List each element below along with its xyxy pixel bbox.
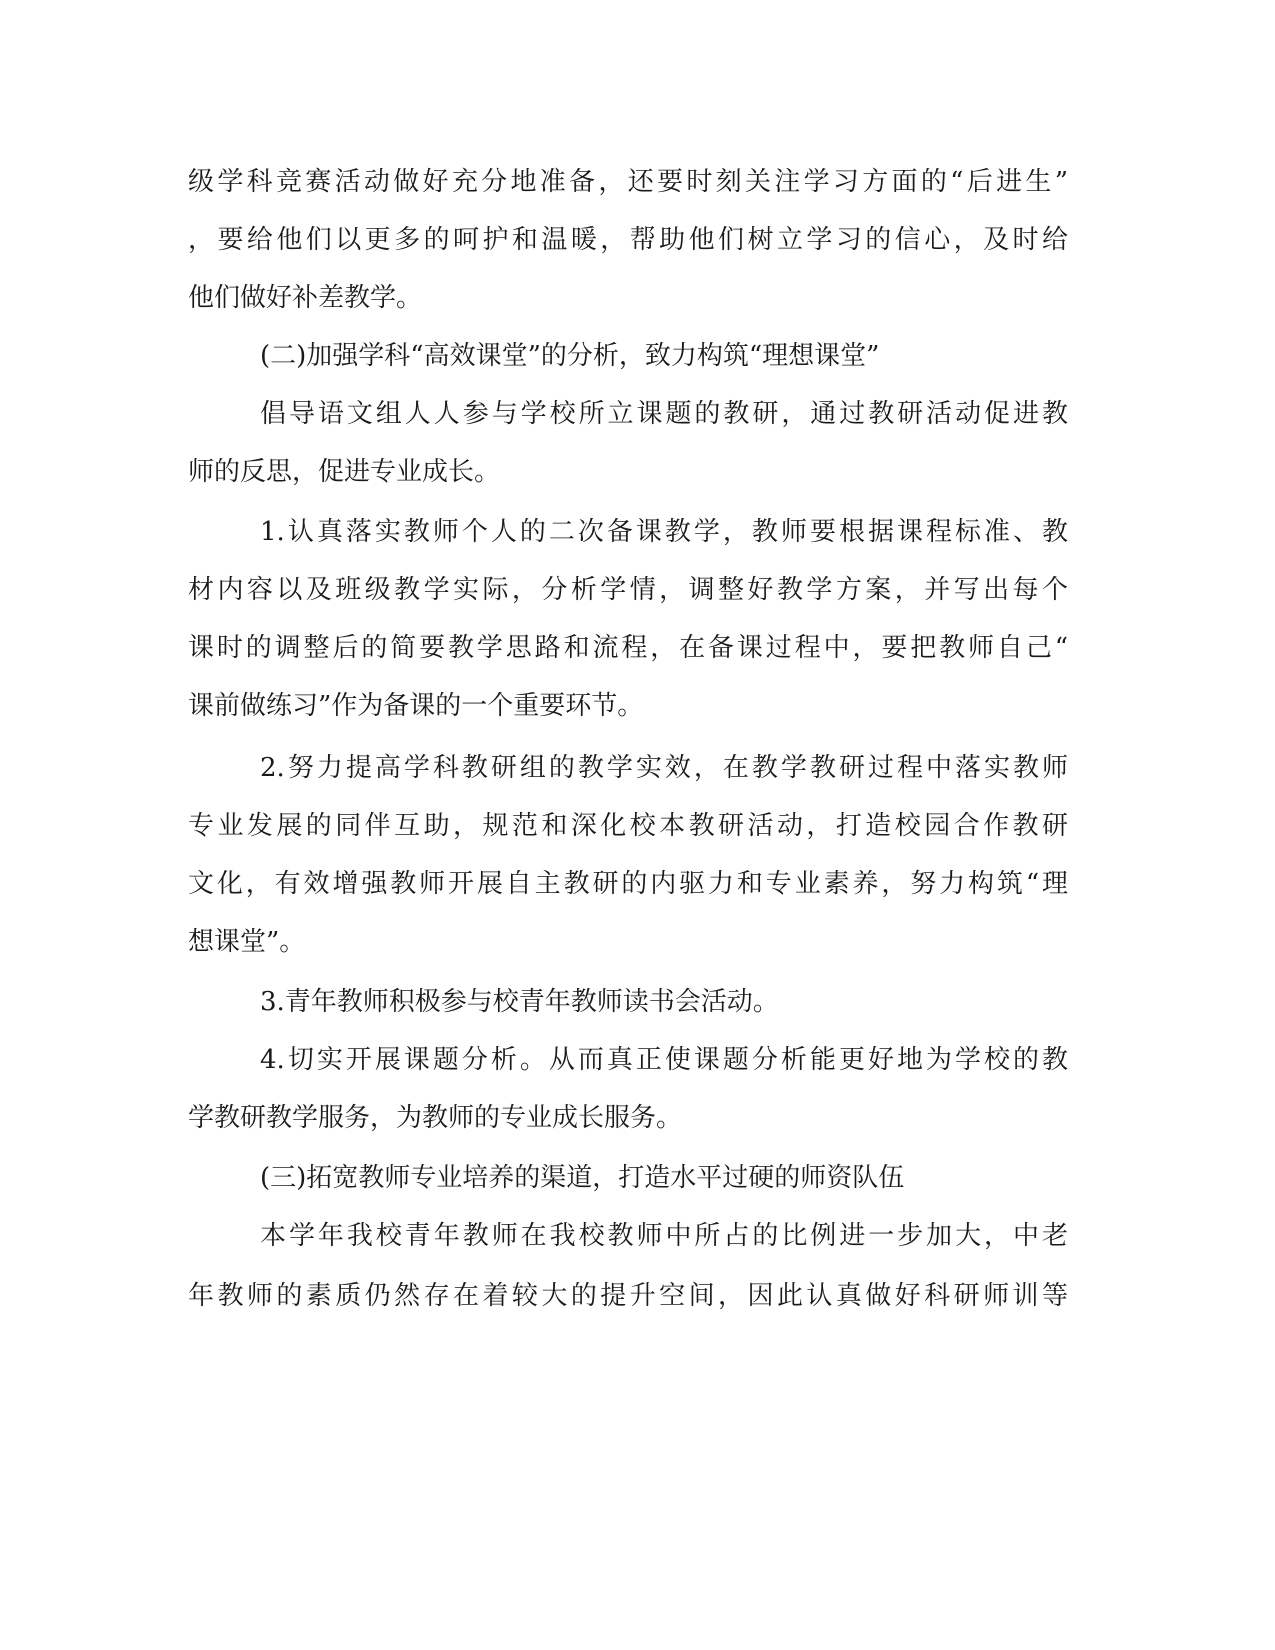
text-line: 专业发展的同伴互助，规范和深化校本教研活动，打造校园合作教研 [188, 811, 1068, 841]
text-line: 1.认真落实教师个人的二次备课教学，教师要根据课程标准、教 [260, 517, 1068, 547]
text-line: 级学科竞赛活动做好充分地准备，还要时刻关注学习方面的“后进生” [188, 167, 1068, 197]
text-line: 课前做练习”作为备课的一个重要环节。 [188, 691, 644, 721]
text-line: 师的反思，促进专业成长。 [188, 457, 501, 487]
text-line: 他们做好补差教学。 [188, 283, 423, 313]
text-line: 学教研教学服务，为教师的专业成长服务。 [188, 1103, 683, 1133]
text-line: 4.切实开展课题分析。从而真正使课题分析能更好地为学校的教 [260, 1045, 1068, 1075]
text-line: 材内容以及班级教学实际，分析学情，调整好教学方案，并写出每个 [188, 575, 1068, 605]
text-line: 3.青年教师积极参与校青年教师读书会活动。 [260, 987, 779, 1017]
text-line: 想课堂”。 [188, 927, 306, 957]
text-line: 文化，有效增强教师开展自主教研的内驱力和专业素养，努力构筑“理 [188, 869, 1068, 899]
text-line: 2.努力提高学科教研组的教学实效，在教学教研过程中落实教师 [260, 753, 1068, 783]
text-line: 倡导语文组人人参与学校所立课题的教研，通过教研活动促进教 [260, 399, 1068, 429]
text-line: 本学年我校青年教师在我校教师中所占的比例进一步加大，中老 [260, 1221, 1068, 1251]
text-line: 课时的调整后的简要教学思路和流程，在备课过程中，要把教师自己“ [188, 633, 1068, 663]
section-heading: (三)拓宽教师专业培养的渠道，打造水平过硬的师资队伍 [260, 1163, 905, 1193]
text-line: ，要给他们以更多的呵护和温暖，帮助他们树立学习的信心，及时给 [188, 225, 1068, 255]
section-heading: (二)加强学科“高效课堂”的分析，致力构筑“理想课堂” [260, 341, 880, 371]
text-line: 年教师的素质仍然存在着较大的提升空间，因此认真做好科研师训等 [188, 1281, 1068, 1311]
